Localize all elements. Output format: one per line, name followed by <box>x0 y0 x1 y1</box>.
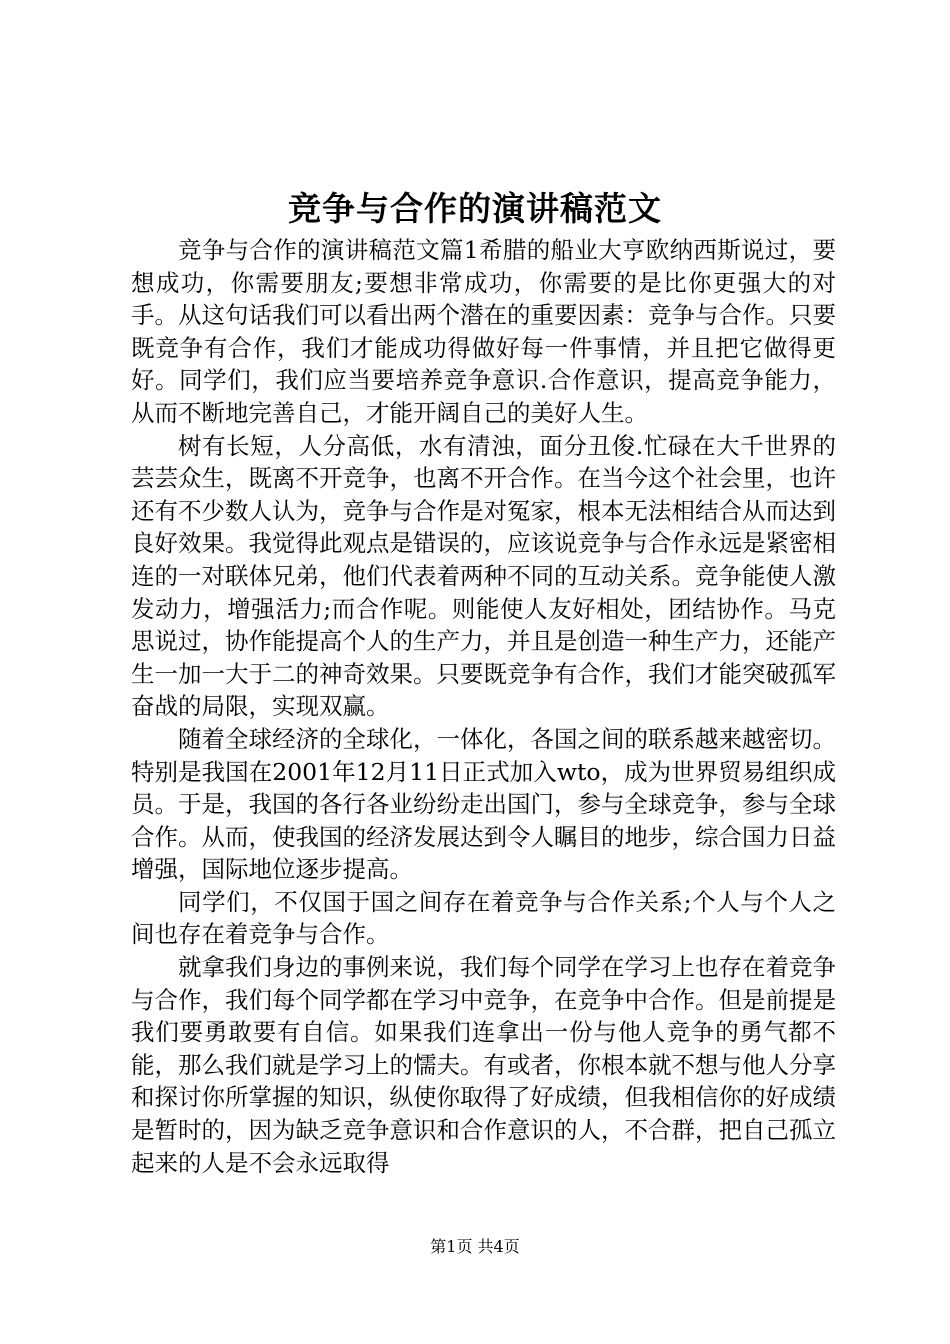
paragraph-5: 就拿我们身边的事例来说，我们每个同学在学习上也存在着竞争与合作，我们每个同学都在学习中竞争，在竞争中合作。但是前提是我们要勇敢要有自信。如果我们连拿出一份与他人竞争的勇气都不能，那么我们就是学习上的懦夫。有或者，你根本就不想与他人分享和探讨你所掌握的知识，纵使你取得了好成绩，但我相信你的好成绩是暂时的，因为缺乏竞争意识和合作意识的人，不合群，把自己孤立起来的人是不会永远取得 <box>131 953 836 1177</box>
document-body <box>131 234 836 1179</box>
page-number-footer: 第1页 共4页 <box>430 1237 520 1256</box>
paragraph-1: 竞争与合作的演讲稿范文篇1希腊的船业大亨欧纳西斯说过，要想成功，你需要朋友;要想非常成功，你需要的是比你更强大的对手。从这句话我们可以看出两个潜在的重要因素：竞争与合作。只要既竞争有合作，我们才能成功得做好每一件事情，并且把它做得更好。同学们，我们应当要培养竞争意识.合作意识，提高竞争能力，从而不断地完善自己，才能开阔自己的美好人生。 <box>131 236 836 427</box>
paragraph-3: 随着全球经济的全球化，一体化，各国之间的联系越来越密切。特别是我国在2001年12月11日正式加入wto，成为世界贸易组织成员。于是，我国的各行各业纷纷走出国门，参与全球竞争，参与全球合作。从而，使我国的经济发展达到令人瞩目的地步，综合国力日益增强，国际地位逐步提高。 <box>131 724 836 884</box>
paragraph-2: 树有长短，人分高低，水有清浊，面分丑俊.忙碌在大千世界的芸芸众生，既离不开竞争，也离不开合作。在当今这个社会里，也许还有不少数人认为，竞争与合作是对冤家，根本无法相结合从而达到良好效果。我觉得此观点是错误的，应该说竞争与合作永远是紧密相连的一对联体兄弟，他们代表着两种不同的互动关系。竞争能使人激发动力，增强活力;而合作呢。则能使人友好相处，团结协作。马克思说过，协作能提高个人的生产力，并且是创造一种生产力，还能产生一加一大于二的神奇效果。只要既竞争有合作，我们才能突破孤军奋战的局限，实现双赢。 <box>131 431 836 721</box>
paragraph-4: 同学们，不仅国于国之间存在着竞争与合作关系;个人与个人之间也存在着竞争与合作。 <box>131 887 836 949</box>
document-title: 竞争与合作的演讲稿范文 <box>288 189 662 228</box>
